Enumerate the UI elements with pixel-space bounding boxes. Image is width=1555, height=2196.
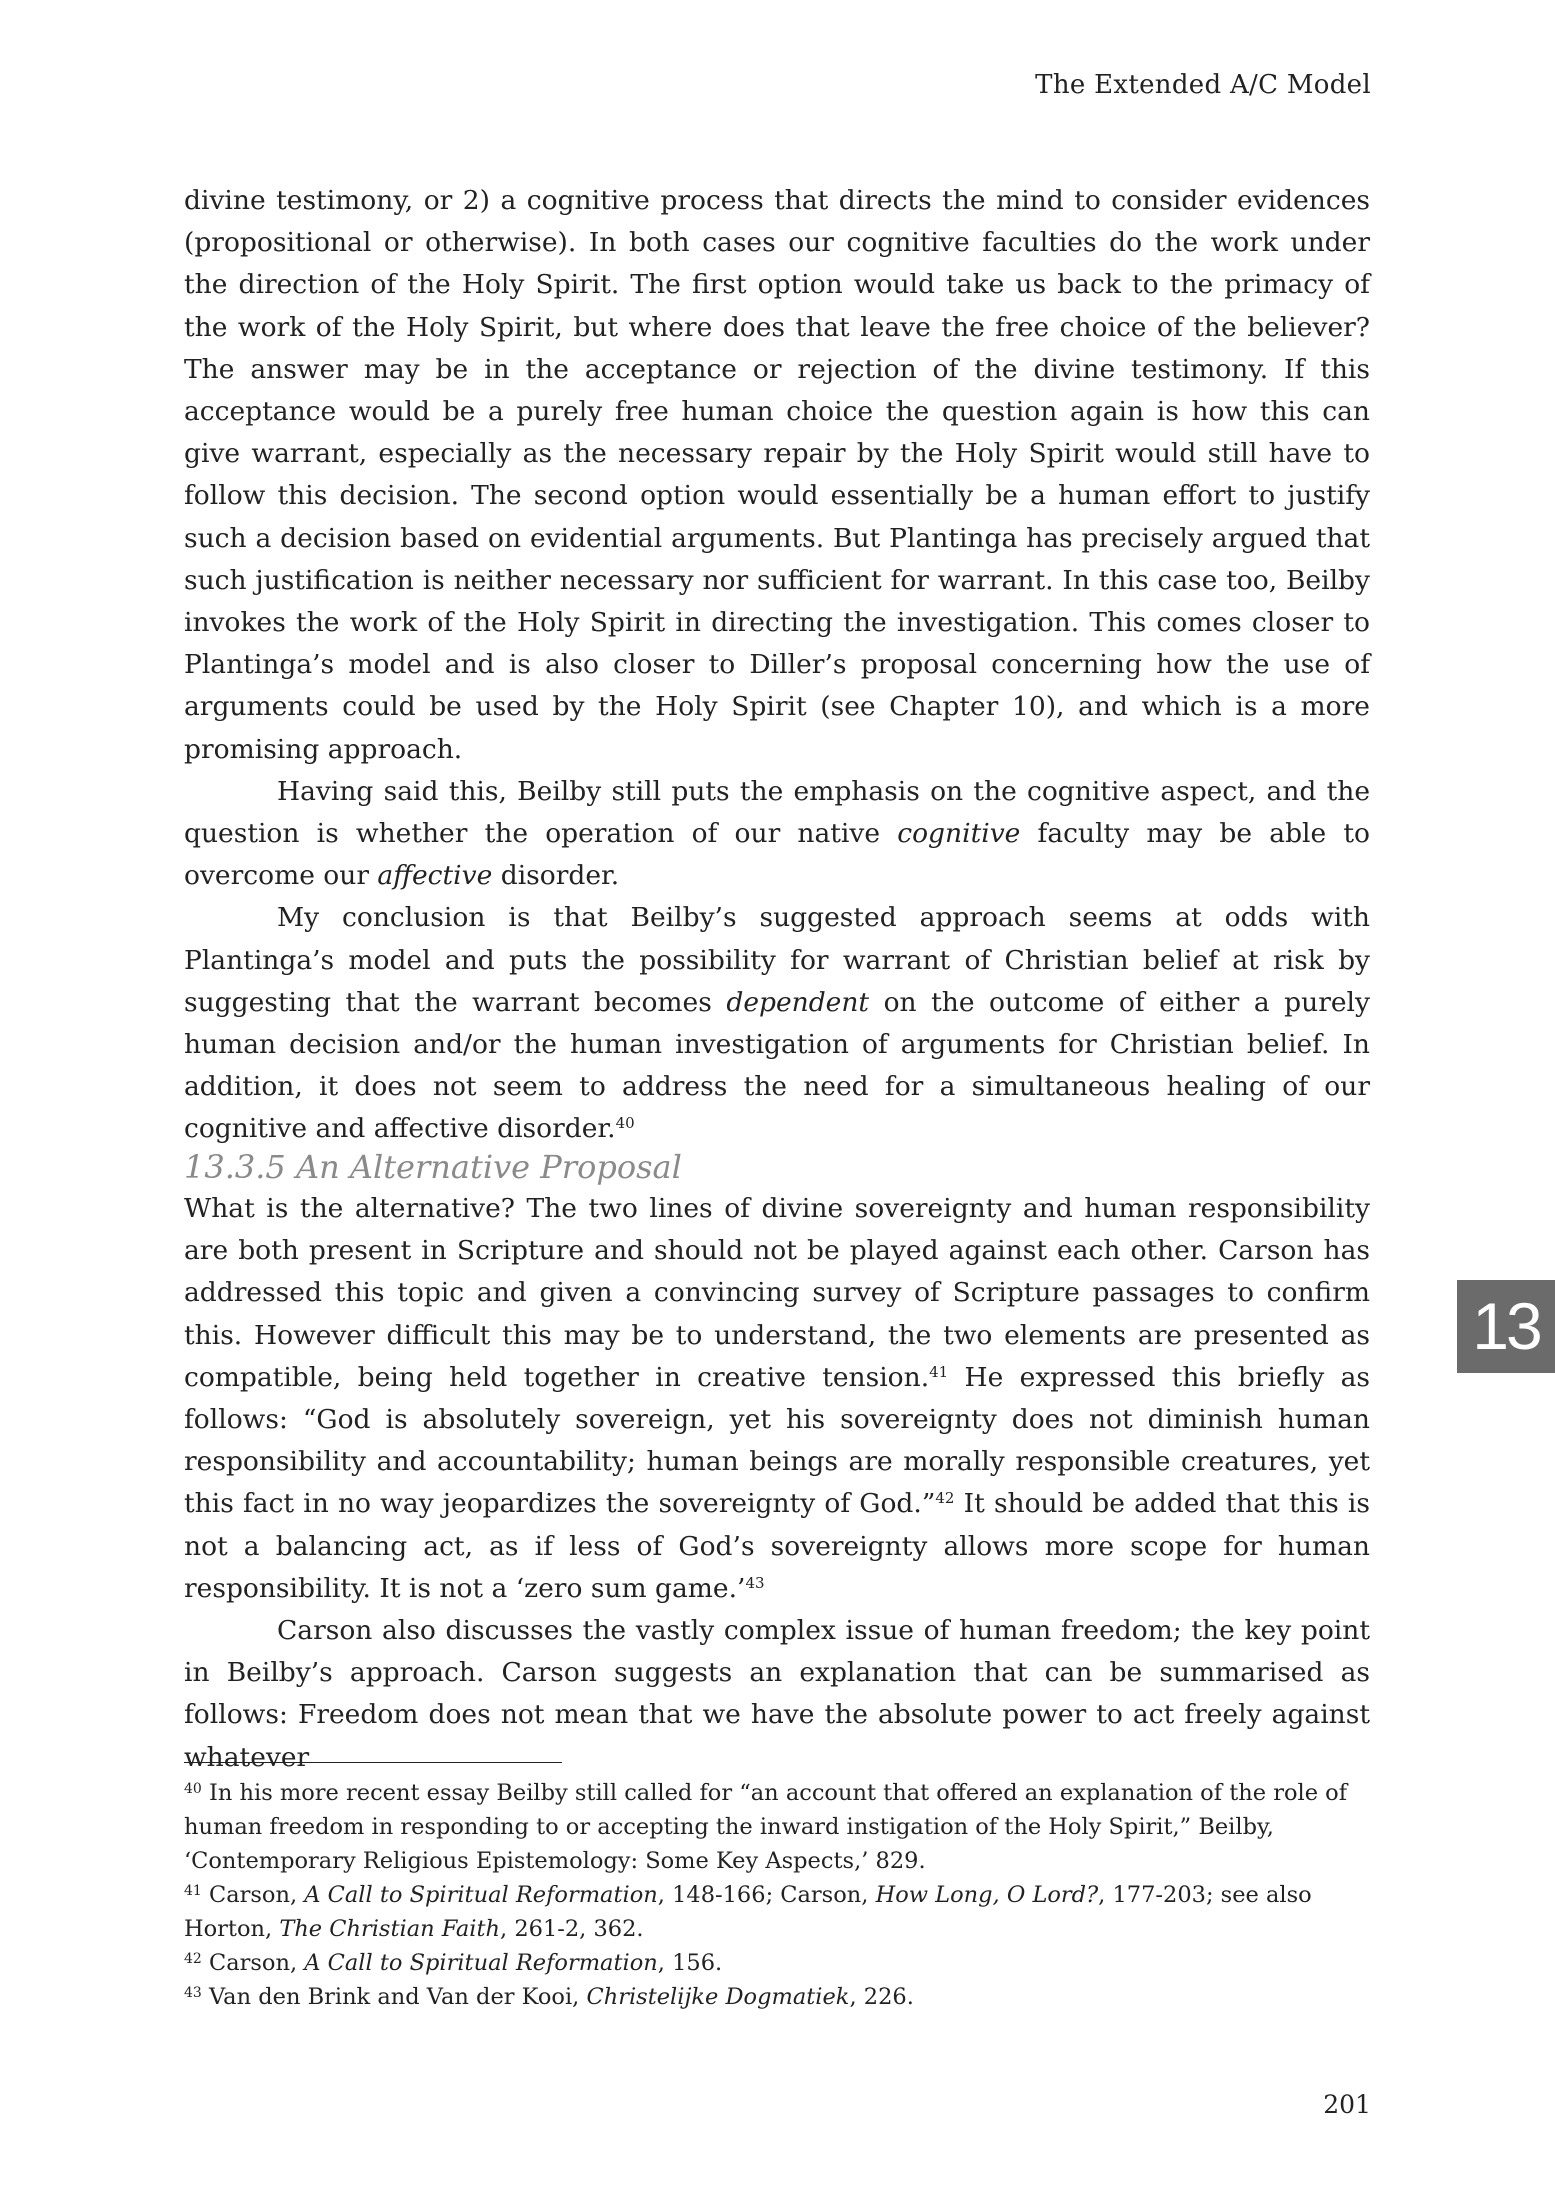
footnote-ref[interactable]: 42 — [935, 1489, 955, 1508]
body-text-top — [184, 180, 1370, 1151]
paragraph — [184, 771, 1370, 898]
emphasis: dependent — [726, 986, 870, 1018]
emphasis: A Call to Spiritual Reformation — [304, 1882, 658, 1908]
text-run: What is the alternative? The two lines of divine sovereignty and human responsibility are both present in Scripture and should not be played against each other. Carson has addressed this topic and given a convincing survey of Scripture passages to confirm this. However difficult this may be to understand, the two elements are presented as compatible, being held together in creative tension. — [184, 1193, 1370, 1393]
emphasis: affective — [377, 860, 493, 892]
footnote-43 — [184, 1980, 1370, 2014]
page-number: 201 — [1323, 2090, 1371, 2119]
footnote-text: , 226. — [849, 1984, 914, 2010]
footnote-text: , 148-166; Carson, — [657, 1882, 876, 1908]
footnote-text: Carson, — [201, 1882, 305, 1908]
text-run: My conclusion is that Beilby’s suggested approach seems at odds with Plantinga’s model and puts the possibility for warrant of Christian belief at risk by suggesting that the warrant becomes — [184, 902, 1370, 1018]
footnote-ref[interactable]: 43 — [745, 1573, 765, 1592]
footnote-41 — [184, 1878, 1370, 1946]
footnote-ref[interactable]: 41 — [929, 1362, 949, 1381]
paragraph: divine testimony, or 2) a cognitive process that directs the mind to consider evidences (propositional or otherwise). In both cases our cognitive faculties do the work under the direction of the Holy Spirit. The first option would take us back to the primacy of the work of the Holy Spirit, but where does that leave the free choice of the believer? The answer may be in the acceptance or rejection of the divine testimony. If this acceptance would be a purely free human choice the question again is how this can give warrant, especially as the necessary repair by the Holy Spirit would still have to follow this decision. The second option would essentially be a human effort to justify such a decision based on evidential arguments. But Plantinga has precisely argued that such justification is neither necessary nor sufficient for warrant. In this case too, Beilby invokes the work of the Holy Spirit in directing the investigation. This comes closer to Plantinga’s model and is also closer to Diller’s proposal concerning how the use of arguments could be used by the Holy Spirit (see Chapter 10), and which is a more promising approach. — [184, 185, 1370, 765]
footnote-text: , 261-2, 362. — [500, 1916, 644, 1942]
text-run: faculty may be able to overcome our — [184, 818, 1370, 892]
emphasis: How Long, O Lord? — [875, 1882, 1099, 1908]
footnote-number: 42 — [184, 1951, 202, 1967]
emphasis: A Call to Spiritual Reformation — [304, 1950, 658, 1976]
text-run: He expressed this briefly as follows: “God is absolutely sovereign, yet his sovereignty does not diminish human responsibility and accountability; human beings are morally responsible creatures, yet this fact in no way jeopardizes the sovereignty of God.” — [184, 1361, 1370, 1520]
footnotes — [184, 1776, 1370, 2014]
footnote-ref[interactable]: 40 — [615, 1114, 635, 1133]
paragraph: Carson also discusses the vastly complex issue of human freedom; the key point in Beilby’s approach. Carson suggests an explanation that can be summarised as follows: Freedom does not mean that we have the absolute power to act freely against whatever — [184, 1615, 1370, 1773]
footnote-text: , 156. — [657, 1950, 723, 1976]
section-alternative-proposal — [184, 1120, 1370, 1779]
chapter-tab: 13 — [1457, 1280, 1555, 1373]
footnote-40 — [184, 1776, 1370, 1878]
paragraph — [184, 897, 1370, 1150]
running-head: The Extended A/C Model — [1035, 70, 1371, 100]
text-run: disorder. — [492, 860, 620, 892]
footnote-number: 43 — [184, 1985, 202, 2001]
section-heading: 13.3.5 An Alternative Proposal — [184, 1148, 682, 1186]
footnote-42 — [184, 1946, 1370, 1980]
emphasis: Christelijke Dogmatiek — [586, 1984, 850, 2010]
text-run: on the outcome of either a purely human decision and/or the human investigation of arguments for Christian belief. In addition, it does not seem to address the need for a simultaneous healing of our cognitive and affective disorder. — [184, 986, 1370, 1145]
emphasis: cognitive — [897, 818, 1021, 850]
text-run: Having said this, Beilby still puts the emphasis on the cognitive aspect, and the question is whether the operation of our native — [184, 775, 1370, 850]
footnote-text: In his more recent essay Beilby still called for “an account that offered an explanation of the role of human freedom in responding to or accepting the inward instigation of the Holy Spirit,” Beilby, ‘Contemporary Religious Epistemology: Some Key Aspects,’ 829. — [184, 1780, 1348, 1874]
footnote-text: Van den Brink and Van der Kooi, — [201, 1984, 587, 2010]
footnote-number: 41 — [184, 1883, 202, 1899]
footnote-divider — [184, 1762, 562, 1763]
footnote-text: , 177-203; see also Horton, — [184, 1882, 1312, 1942]
footnote-text: Carson, — [201, 1950, 305, 1976]
text-run: It should be added that this is not a balancing act, as if less of God’s sovereignty allows more scope for human responsibility. It is not a ‘zero sum game.’ — [184, 1488, 1370, 1604]
footnote-number: 40 — [184, 1781, 202, 1797]
paragraph — [184, 1188, 1370, 1610]
emphasis: The Christian Faith — [279, 1916, 501, 1942]
